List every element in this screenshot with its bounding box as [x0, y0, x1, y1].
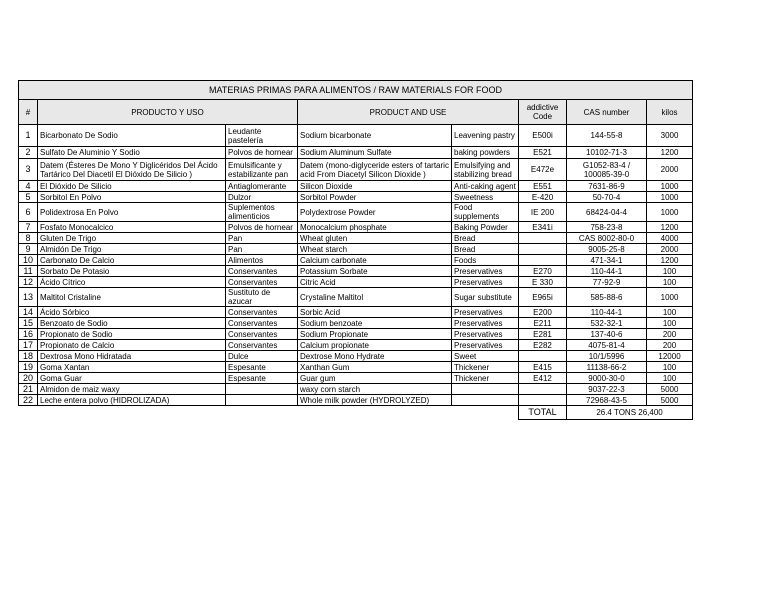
- addictive-code: E472e: [519, 159, 567, 181]
- addictive-code: IE 200: [519, 203, 567, 222]
- row-number: 20: [19, 373, 38, 384]
- materials-sheet: [18, 80, 692, 420]
- addictive-code: E 330: [519, 277, 567, 288]
- product-name: Silicon Dioxide: [298, 181, 452, 192]
- use: Baking Powder: [452, 222, 519, 233]
- producto-name: Carbonato De Calcio: [38, 255, 226, 266]
- cas-number: 9000-30-0: [567, 373, 647, 384]
- row-number: 15: [19, 318, 38, 329]
- row-number: 7: [19, 222, 38, 233]
- product-name: Whole milk powder (HYDROLYZED): [298, 395, 452, 406]
- cas-number: 758-23-8: [567, 222, 647, 233]
- uso: Alimentos: [226, 255, 298, 266]
- producto-name: Leche entera polvo (HIDROLIZADA): [38, 395, 226, 406]
- cas-number: 110-44-1: [567, 266, 647, 277]
- cas-number: 532-32-1: [567, 318, 647, 329]
- use: Anti-caking agent: [452, 181, 519, 192]
- table-row: [19, 244, 693, 255]
- kilos: 1200: [647, 222, 693, 233]
- row-number: 6: [19, 203, 38, 222]
- table-row: [19, 395, 693, 406]
- kilos: 1000: [647, 288, 693, 307]
- addictive-code: E211: [519, 318, 567, 329]
- table-row: [19, 318, 693, 329]
- uso: Espesante: [226, 362, 298, 373]
- kilos: 12000: [647, 351, 693, 362]
- kilos: 2000: [647, 244, 693, 255]
- kilos: 4000: [647, 233, 693, 244]
- producto-name: Ácido Cítrico: [38, 277, 226, 288]
- producto-name: Propionato de Sodio: [38, 329, 226, 340]
- kilos: 2000: [647, 159, 693, 181]
- use: baking powders: [452, 147, 519, 159]
- addictive-code: E965i: [519, 288, 567, 307]
- row-number: 13: [19, 288, 38, 307]
- kilos: 1000: [647, 181, 693, 192]
- table-row: [19, 181, 693, 192]
- header-num: #: [19, 100, 38, 125]
- uso: Conservantes: [226, 277, 298, 288]
- cas-number: 10102-71-3: [567, 147, 647, 159]
- kilos: 100: [647, 318, 693, 329]
- cas-number: 110-44-1: [567, 307, 647, 318]
- product-name: Sodium bicarbonate: [298, 125, 452, 147]
- cas-number: 72968-43-5: [567, 395, 647, 406]
- table-row: [19, 233, 693, 244]
- table-body: [19, 125, 693, 406]
- uso: [226, 395, 298, 406]
- product-name: Crystaline Maltitol: [298, 288, 452, 307]
- addictive-code: [519, 255, 567, 266]
- table-row: [19, 255, 693, 266]
- table-row: [19, 192, 693, 203]
- producto-name: Bicarbonato De Sodio: [38, 125, 226, 147]
- uso: Pan: [226, 233, 298, 244]
- uso: [226, 384, 298, 395]
- header-row: [19, 100, 693, 125]
- cas-number: 471-34-1: [567, 255, 647, 266]
- use: Preservatives: [452, 266, 519, 277]
- kilos: 5000: [647, 384, 693, 395]
- producto-name: El Dióxido De Silicio: [38, 181, 226, 192]
- header-addictive-code: addictive Code: [519, 100, 567, 125]
- cas-number: 144-55-8: [567, 125, 647, 147]
- addictive-code: E415: [519, 362, 567, 373]
- producto-name: Benzoato de Sodio: [38, 318, 226, 329]
- uso: Conservantes: [226, 307, 298, 318]
- table-row: [19, 362, 693, 373]
- cas-number: 9005-25-8: [567, 244, 647, 255]
- table-title: MATERIAS PRIMAS PARA ALIMENTOS / RAW MATERIALS FOR FOOD: [19, 81, 693, 100]
- header-producto: PRODUCTO Y USO: [38, 100, 298, 125]
- row-number: 11: [19, 266, 38, 277]
- producto-name: Goma Guar: [38, 373, 226, 384]
- kilos: 200: [647, 329, 693, 340]
- row-number: 9: [19, 244, 38, 255]
- kilos: 100: [647, 307, 693, 318]
- use: Preservatives: [452, 340, 519, 351]
- producto-name: Dextrosa Mono Hidratada: [38, 351, 226, 362]
- product-name: Sodium benzoate: [298, 318, 452, 329]
- product-name: Potassium Sorbate: [298, 266, 452, 277]
- addictive-code: [519, 244, 567, 255]
- cas-number: G1052-83-4 / 100085-39-0: [567, 159, 647, 181]
- use: Foods: [452, 255, 519, 266]
- addictive-code: [519, 233, 567, 244]
- kilos: 100: [647, 362, 693, 373]
- uso: Dulzor: [226, 192, 298, 203]
- use: [452, 395, 519, 406]
- cas-number: 11138-66-2: [567, 362, 647, 373]
- producto-name: Goma Xantan: [38, 362, 226, 373]
- row-number: 18: [19, 351, 38, 362]
- use: Bread: [452, 244, 519, 255]
- total-value: 26.4 TONS 26,400: [567, 406, 693, 420]
- table-row: [19, 288, 693, 307]
- producto-name: Ácido Sórbico: [38, 307, 226, 318]
- uso: Conservantes: [226, 340, 298, 351]
- kilos: 200: [647, 340, 693, 351]
- table-row: [19, 373, 693, 384]
- uso: Suplementos alimenticios: [226, 203, 298, 222]
- use: Sugar substitute: [452, 288, 519, 307]
- kilos: 1200: [647, 255, 693, 266]
- table-row: [19, 329, 693, 340]
- use: Leavening pastry: [452, 125, 519, 147]
- addictive-code: [519, 384, 567, 395]
- uso: Espesante: [226, 373, 298, 384]
- row-number: 17: [19, 340, 38, 351]
- uso: Conservantes: [226, 329, 298, 340]
- cas-number: CAS 8002-80-0: [567, 233, 647, 244]
- uso: Emulsificante y estabilizante pan: [226, 159, 298, 181]
- use: Bread: [452, 233, 519, 244]
- addictive-code: E270: [519, 266, 567, 277]
- producto-name: Sorbitol En Polvo: [38, 192, 226, 203]
- use: Preservatives: [452, 277, 519, 288]
- table-row: [19, 340, 693, 351]
- addictive-code: E551: [519, 181, 567, 192]
- header-kilos: kilos: [647, 100, 693, 125]
- use: Preservatives: [452, 318, 519, 329]
- producto-name: Fosfato Monocalcico: [38, 222, 226, 233]
- addictive-code: [519, 395, 567, 406]
- producto-name: Almidón De Trigo: [38, 244, 226, 255]
- producto-name: Datem (Ésteres De Mono Y Diglicéridos Del Ácido Tartárico Del Diacetil El Dióxido De Silicio ): [38, 159, 226, 181]
- total-row: [19, 406, 693, 420]
- uso: Antiaglomerante: [226, 181, 298, 192]
- use: Food supplements: [452, 203, 519, 222]
- table-row: [19, 222, 693, 233]
- producto-name: Maltitol Cristaline: [38, 288, 226, 307]
- uso: Sustituto de azucar: [226, 288, 298, 307]
- row-number: 10: [19, 255, 38, 266]
- product-name: Sodium Propionate: [298, 329, 452, 340]
- kilos: 5000: [647, 395, 693, 406]
- table-row: [19, 266, 693, 277]
- product-name: Calcium propionate: [298, 340, 452, 351]
- producto-name: Sorbato De Potasio: [38, 266, 226, 277]
- header-product: PRODUCT AND USE: [298, 100, 519, 125]
- cas-number: 4075-81-4: [567, 340, 647, 351]
- total-label: TOTAL: [519, 406, 567, 420]
- cas-number: 50-70-4: [567, 192, 647, 203]
- kilos: 1000: [647, 203, 693, 222]
- addictive-code: E-420: [519, 192, 567, 203]
- use: Sweet: [452, 351, 519, 362]
- row-number: 8: [19, 233, 38, 244]
- addictive-code: E200: [519, 307, 567, 318]
- addictive-code: E521: [519, 147, 567, 159]
- use: Preservatives: [452, 329, 519, 340]
- row-number: 22: [19, 395, 38, 406]
- addictive-code: [519, 351, 567, 362]
- cas-number: 585-88-6: [567, 288, 647, 307]
- product-name: Datem (mono-diglyceride esters of tartaric acid From Diacetyl Silicon Dioxide ): [298, 159, 452, 181]
- row-number: 3: [19, 159, 38, 181]
- addictive-code: E282: [519, 340, 567, 351]
- cas-number: 137-40-6: [567, 329, 647, 340]
- cas-number: 77-92-9: [567, 277, 647, 288]
- uso: Pan: [226, 244, 298, 255]
- row-number: 12: [19, 277, 38, 288]
- uso: Polvos de hornear: [226, 222, 298, 233]
- product-name: Wheat starch: [298, 244, 452, 255]
- kilos: 1200: [647, 147, 693, 159]
- row-number: 5: [19, 192, 38, 203]
- product-name: Xanthan Gum: [298, 362, 452, 373]
- use: Sweetness: [452, 192, 519, 203]
- use: [452, 384, 519, 395]
- cas-number: 9037-22-3: [567, 384, 647, 395]
- uso: Conservantes: [226, 266, 298, 277]
- cas-number: 68424-04-4: [567, 203, 647, 222]
- product-name: Guar gum: [298, 373, 452, 384]
- product-name: Sorbitol Powder: [298, 192, 452, 203]
- row-number: 1: [19, 125, 38, 147]
- table-row: [19, 147, 693, 159]
- producto-name: Sulfato De Aluminio Y Sodio: [38, 147, 226, 159]
- product-name: Citric Acid: [298, 277, 452, 288]
- materials-table: [18, 80, 693, 420]
- kilos: 100: [647, 266, 693, 277]
- producto-name: Propionato de Calcio: [38, 340, 226, 351]
- row-number: 19: [19, 362, 38, 373]
- title-row: [19, 81, 693, 100]
- use: Thickener: [452, 362, 519, 373]
- addictive-code: E281: [519, 329, 567, 340]
- kilos: 100: [647, 277, 693, 288]
- use: Thickener: [452, 373, 519, 384]
- uso: Polvos de hornear: [226, 147, 298, 159]
- kilos: 3000: [647, 125, 693, 147]
- producto-name: Polidextrosa En Polvo: [38, 203, 226, 222]
- row-number: 4: [19, 181, 38, 192]
- use: Emulsifying and stabilizing bread: [452, 159, 519, 181]
- table-row: [19, 384, 693, 395]
- addictive-code: E500i: [519, 125, 567, 147]
- product-name: Wheat gluten: [298, 233, 452, 244]
- kilos: 100: [647, 373, 693, 384]
- producto-name: Almidon de maiz waxy: [38, 384, 226, 395]
- row-number: 2: [19, 147, 38, 159]
- row-number: 21: [19, 384, 38, 395]
- addictive-code: E412: [519, 373, 567, 384]
- product-name: Polydextrose Powder: [298, 203, 452, 222]
- table-row: [19, 159, 693, 181]
- product-name: waxy corn starch: [298, 384, 452, 395]
- product-name: Monocalcium phosphate: [298, 222, 452, 233]
- cas-number: 10/1/5996: [567, 351, 647, 362]
- uso: Dulce: [226, 351, 298, 362]
- producto-name: Gluten De Trigo: [38, 233, 226, 244]
- row-number: 16: [19, 329, 38, 340]
- table-row: [19, 125, 693, 147]
- product-name: Sorbic Acid: [298, 307, 452, 318]
- product-name: Sodium Aluminum Sulfate: [298, 147, 452, 159]
- product-name: Dextrose Mono Hydrate: [298, 351, 452, 362]
- row-number: 14: [19, 307, 38, 318]
- header-cas-number: CAS number: [567, 100, 647, 125]
- cas-number: 7631-86-9: [567, 181, 647, 192]
- table-row: [19, 203, 693, 222]
- table-row: [19, 277, 693, 288]
- addictive-code: E341i: [519, 222, 567, 233]
- uso: Conservantes: [226, 318, 298, 329]
- total-spacer: [19, 406, 519, 420]
- product-name: Calcium carbonate: [298, 255, 452, 266]
- table-row: [19, 351, 693, 362]
- use: Preservatives: [452, 307, 519, 318]
- table-row: [19, 307, 693, 318]
- uso: Leudante pastelería: [226, 125, 298, 147]
- kilos: 1000: [647, 192, 693, 203]
